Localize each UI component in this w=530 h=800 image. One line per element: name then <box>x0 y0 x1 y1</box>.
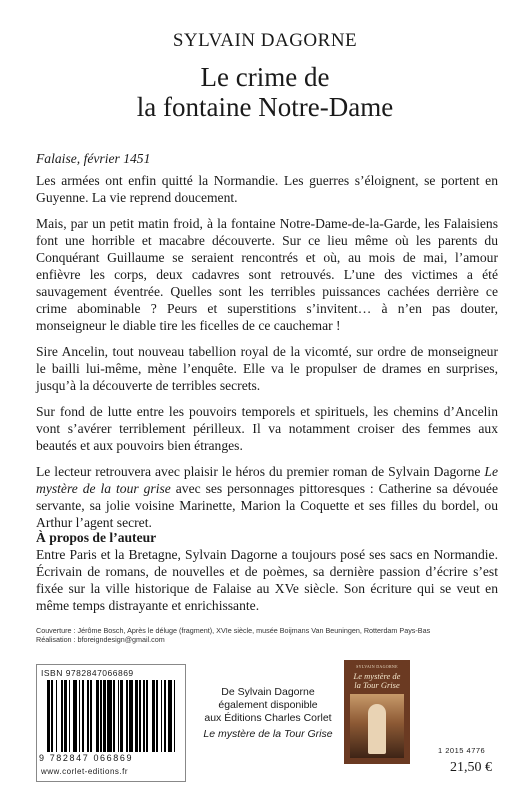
credits <box>36 626 506 644</box>
about-heading: À propos de l’auteur <box>36 530 157 545</box>
credits-design: Réalisation : bforeigndesign@gmail.com <box>36 635 165 644</box>
about-text: Entre Paris et la Bretagne, Sylvain Dagorne a toujours posé ses sacs en Normandie. Écrivain de romans, de nouvelles et de poèmes, sa dernière passion d’écrire s’est fixée sur la ville historique de Falaise au XVe siècle. Son écriture qui se veut en même temps distrayante et enrichissante. <box>36 547 498 613</box>
paragraph-4: Sur fond de lutte entre les pouvoirs temporels et spirituels, les chemins d’Ancelin vont s’avérer terriblement périlleux. Il va notamment croiser des femmes aux beautés et aux pouvoirs bien étranges. <box>36 404 498 453</box>
title-line-2: la fontaine Notre-Dame <box>136 92 394 122</box>
code-number: 1 2015 4776 <box>438 746 486 755</box>
barcode-box <box>36 664 186 782</box>
paragraph-5 <box>36 463 498 531</box>
barcode-gap <box>175 680 176 752</box>
mini-cover-title-1: Le mystère de <box>353 671 401 681</box>
mini-cover-title <box>344 672 410 690</box>
barcode-bars <box>47 680 177 752</box>
paragraph-3: Sire Ancelin, tout nouveau tabellion royal de la vicomté, sur ordre de monseigneur le bailli lui-même, mène l’enquête. Elle va le propulser de drames en surprises, jusqu’à la découverte de terribles secrets. <box>36 344 498 393</box>
title-line-1: Le crime de <box>200 62 330 92</box>
mini-book-cover <box>344 660 410 764</box>
first-novel-title: Le mystère de la tour grise <box>36 464 498 496</box>
paragraph-2: Mais, par un petit matin froid, à la fontaine Notre-Dame-de-la-Garde, les Falaisiens font une horrible et macabre découverte. Sur ce lieu même où les parents du Conquérant Guillaume se seraient rencontrés et où, au mois de mai, l’amour enfièvre les corps, deux cadavres sont retrouvés. L’une des victimes a été sauvagement éventrée. Quelles sont les terribles puissances cachées derrière ce crime abominable ? Peurs et superstitions s’invitent… à n’en pas douter, monseigneur le diable tire les ficelles de ce cauchemar ! <box>36 216 498 333</box>
mini-cover-artwork <box>350 694 404 758</box>
mini-cover-title-2: la Tour Grise <box>354 680 400 690</box>
promo-book-title: Le mystère de la Tour Grise <box>203 728 333 740</box>
mini-cover-author: SYLVAIN DAGORNE <box>356 664 398 669</box>
paragraph-5-end: avec ses personnages pittoresques : Catherine sa dévouée servante, sa jolie voisine Marinette, Marion la Coquette et ses filles du bordel, ou Arthur l’agent secret. <box>36 481 498 530</box>
promo-line-3: aux Éditions Charles Corlet <box>204 712 332 724</box>
price: 21,50 € <box>450 760 492 775</box>
paragraph-5-start: Le lecteur retrouvera avec plaisir le héros du premier roman de Sylvain Dagorne <box>36 464 485 479</box>
dateline: Falaise, février 1451 <box>36 151 151 166</box>
paragraph-1: Les armées ont enfin quitté la Normandie. Les guerres s’éloignent, se portent en Guyenne. La vie reprend doucement. <box>36 173 498 205</box>
back-cover-blurb <box>36 150 498 540</box>
barcode-digits: 9 782847 066869 <box>39 753 134 763</box>
promo-line-2: également disponible <box>218 699 318 711</box>
book-title <box>0 62 530 122</box>
publisher-website: www.corlet-editions.fr <box>41 767 129 776</box>
credits-cover: Couverture : Jérôme Bosch, Après le déluge (fragment), XVIe siècle, musée Boijmans Van Beuningen, Rotterdam Pays-Bas <box>36 626 431 635</box>
isbn-label: ISBN 9782847066869 <box>41 668 134 678</box>
promo-line-1: De Sylvain Dagorne <box>221 686 315 698</box>
mini-cover-figure <box>368 704 386 754</box>
author-name: SYLVAIN DAGORNE <box>172 30 358 51</box>
promo-text <box>200 686 336 741</box>
